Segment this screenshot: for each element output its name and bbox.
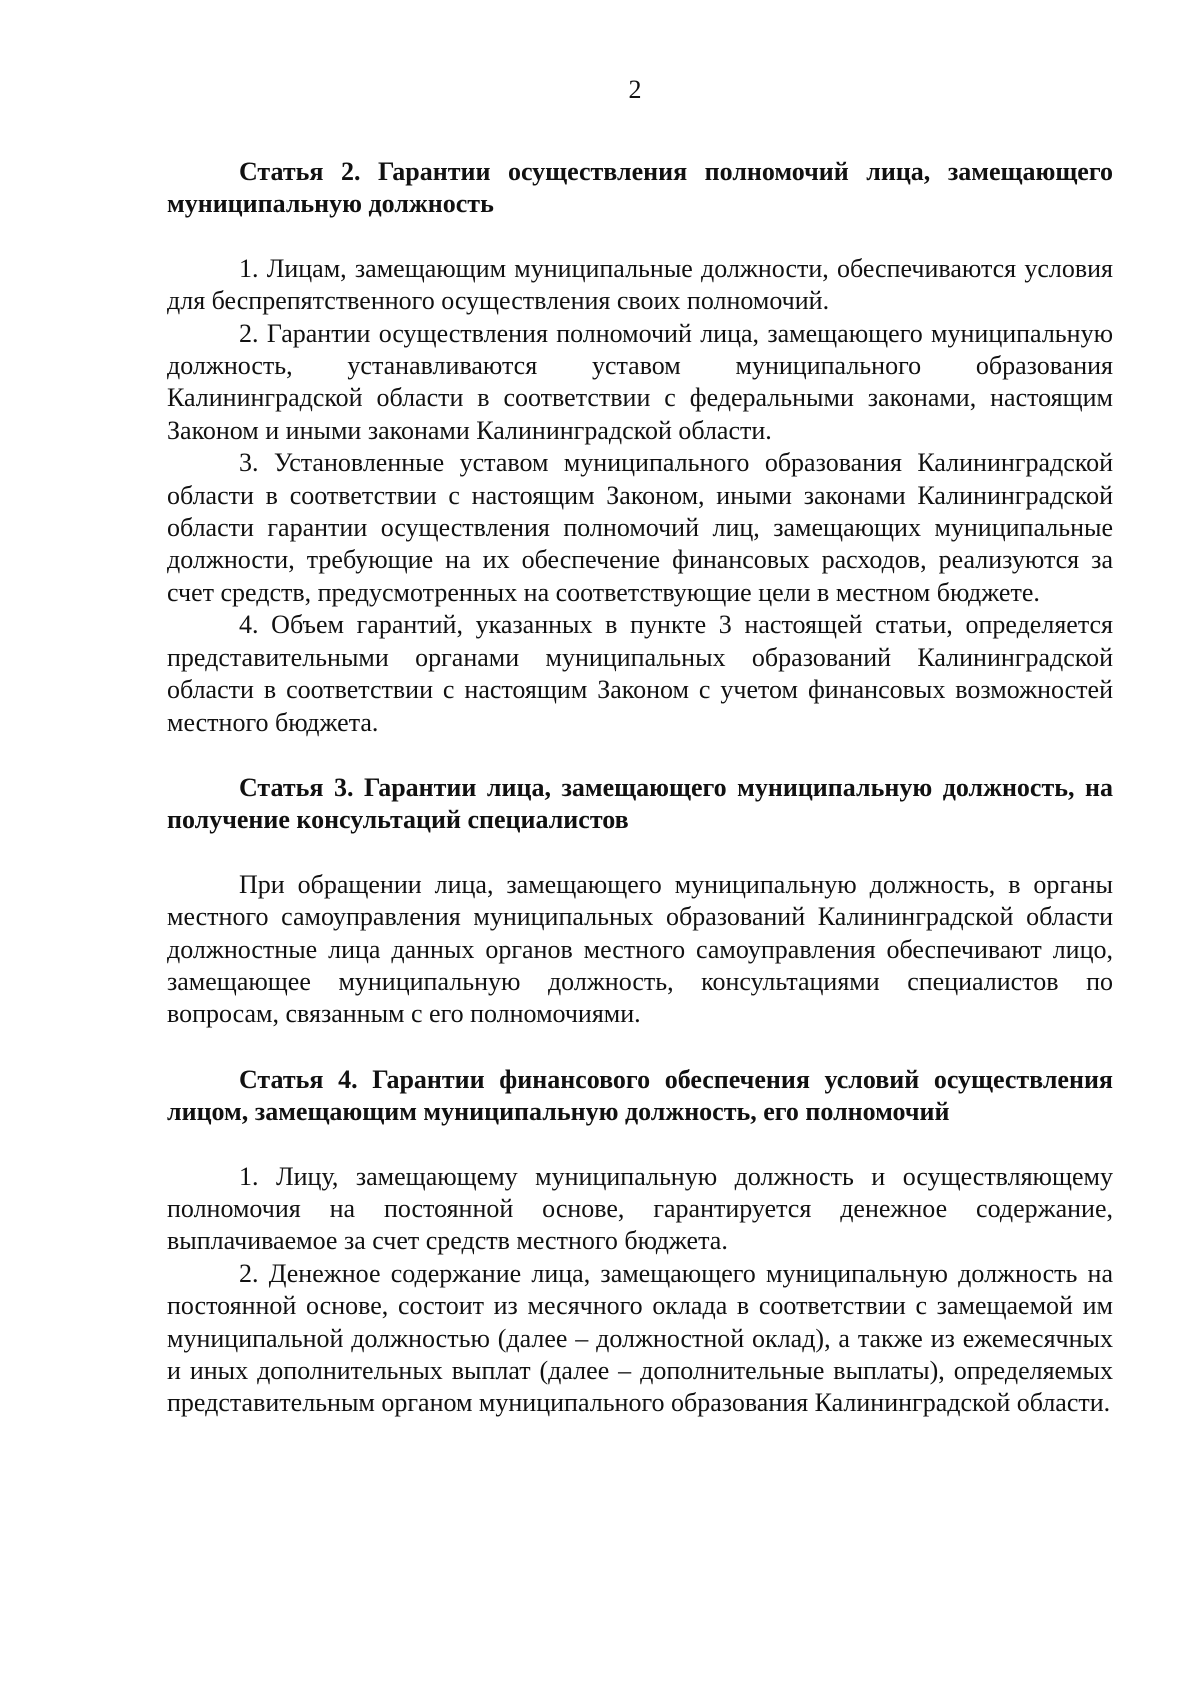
paragraph: 2. Денежное содержание лица, замещающего муниципальную должность на постоянной основе, состоит из месячного оклада в соответствии с замещаемой им муниципальной должностью (далее – должностной оклад), а также из ежемесячных и иных дополнительных выплат (далее – дополнительные выплаты), определяемых представительным органом муниципального образования Калининградской области. bbox=[167, 1258, 1113, 1418]
paragraph: 2. Гарантии осуществления полномочий лица, замещающего муниципальную должность, устанавливаются уставом муниципального образования Калининградской области в соответствии с федеральными законами, настоящим Законом и иными законами Калининградской области. bbox=[167, 318, 1113, 445]
article-body bbox=[167, 1161, 1113, 1420]
article-body bbox=[167, 869, 1113, 1031]
paragraph: 1. Лицам, замещающим муниципальные должности, обеспечиваются условия для беспрепятственного осуществления своих полномочий. bbox=[167, 253, 1113, 316]
paragraph: При обращении лица, замещающего муниципальную должность, в органы местного самоуправления муниципальных образований Калининградской области должностные лица данных органов местного самоуправления обеспечивают лицо, замещающее муниципальную должность, консультациями специалистов по вопросам, связанным с его полномочиями. bbox=[167, 869, 1113, 1029]
document-body bbox=[167, 156, 1113, 1420]
article-3 bbox=[167, 772, 1113, 1031]
paragraph: 4. Объем гарантий, указанных в пункте 3 настоящей статьи, определяется представительными органами муниципальных образований Калининградской области в соответствии с настоящим Законом с учетом финансовых возможностей местного бюджета. bbox=[167, 610, 1113, 737]
article-heading: Статья 3. Гарантии лица, замещающего муниципальную должность, на получение консультаций специалистов bbox=[167, 772, 1113, 835]
article-heading: Статья 2. Гарантии осуществления полномочий лица, замещающего муниципальную должность bbox=[167, 157, 1113, 219]
article-2 bbox=[167, 156, 1113, 739]
article-body bbox=[167, 253, 1113, 739]
paragraph: 1. Лицу, замещающему муниципальную должность и осуществляющему полномочия на постоянной основе, гарантируется денежное содержание, выплачиваемое за счет средств местного бюджета. bbox=[167, 1161, 1113, 1256]
page-number: 2 bbox=[628, 75, 642, 104]
article-spacer bbox=[167, 739, 1113, 772]
article-4 bbox=[167, 1064, 1113, 1420]
paragraph: 3. Установленные уставом муниципального образования Калининградской области в соответствии с настоящим Законом, иными законами Калининградской области гарантии осуществления полномочий лиц, замещающих муниципальные должности, требующие на их обеспечение финансовых расходов, реализуются за счет средств, предусмотренных на соответствующие цели в местном бюджете. bbox=[167, 448, 1113, 607]
article-heading: Статья 4. Гарантии финансового обеспечения условий осуществления лицом, замещающим муниципальную должность, его полномочий bbox=[167, 1064, 1113, 1127]
article-spacer bbox=[167, 1031, 1113, 1064]
